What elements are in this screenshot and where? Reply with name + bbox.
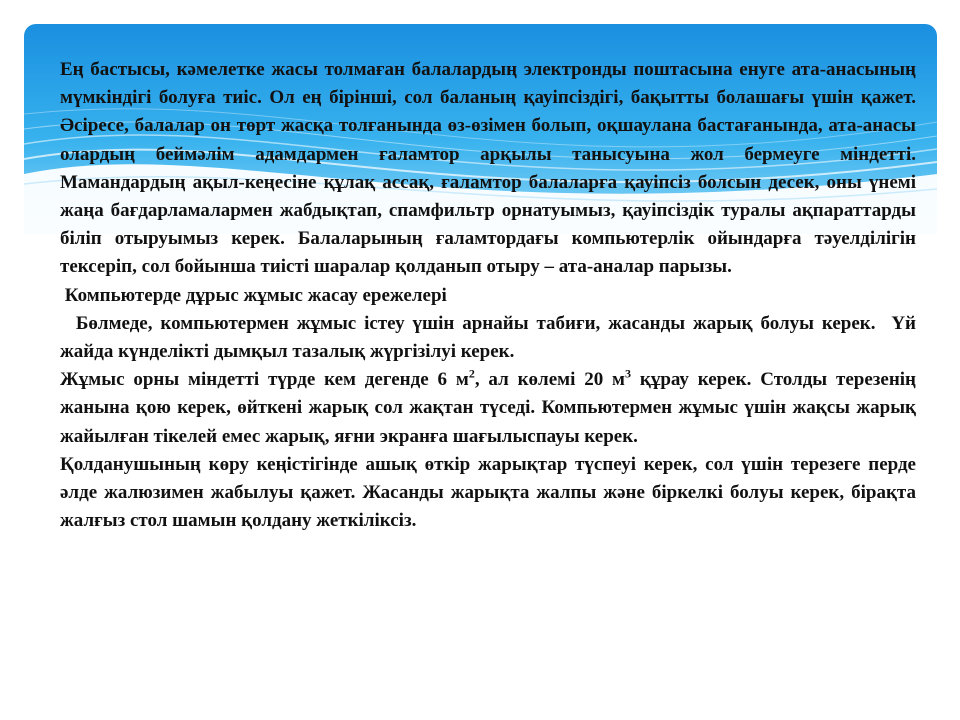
workplace-text-a: Жұмыс орны міндетті түрде кем дегенде 6 м [60, 369, 469, 391]
workplace-text-c: құрау керек. Столды терезенің жанына қою керек, өйткені жарық сол жақтан түседі. Компьютермен жұмыс үшін жақсы жарық жайылған тікелей емес жарық, яғни экранға шағылыспауы керек. [60, 369, 916, 447]
paragraph-lighting: Бөлмеде, компьютермен жұмыс істеу үшін арнайы табиғи, жасанды жарық болуы керек. Үй жайда күнделікті дымқыл тазалық жүргізілуі керек. [60, 312, 921, 363]
section-heading: Компьютерде дұрыс жұмыс жасау ережелері [60, 284, 447, 306]
superscript-3: 3 [625, 366, 632, 381]
paragraph-workplace [60, 366, 916, 451]
superscript-2: 2 [468, 366, 475, 381]
workplace-text-b: , ал көлемі 20 м [474, 369, 626, 391]
paragraph-intro: Ең бастысы, кәмелетке жасы толмаған балалардың электронды поштасына енуге ата-анасының мүмкіндігі болуға тиіс. Ол ең бірінші, сол баланың қауіпсіздігі, бақытты болашағы үшін қажет. Әсіресе, балалар он төрт жасқа толғанында өз-өзімен болып, оқшаулана бастағанында, ата-анасы олардың беймәлім адамдармен ғаламтор арқылы танысуына жол бермеуге міндетті. Мамандардың ақыл-кеңесіне құлақ ассақ, ғаламтор балаларға қауіпсіз болсын десек, оны үнемі жаңа бағдарламалармен жабдықтап, спамфильтр орнатуымыз, қауіпсіздік туралы ақпараттарды біліп отыруымыз керек. Балаларының ғаламтордағы компьютерлік ойындарға тәуелділігін тексеріп, сол бойынша тиісті шаралар қолданып отыру – ата-аналар парызы. [60, 59, 916, 278]
main-text [60, 56, 921, 535]
paragraph-glare: Қолданушының көру кеңістігінде ашық өткір жарықтар түспеуі керек, сол үшін терезеге перде әлде жалюзимен жабылуы қажет. Жасанды жарықта жалпы және біркелкі болуы керек, бірақта жалғыз стол шамын қолдану жеткіліксіз. [60, 453, 916, 532]
